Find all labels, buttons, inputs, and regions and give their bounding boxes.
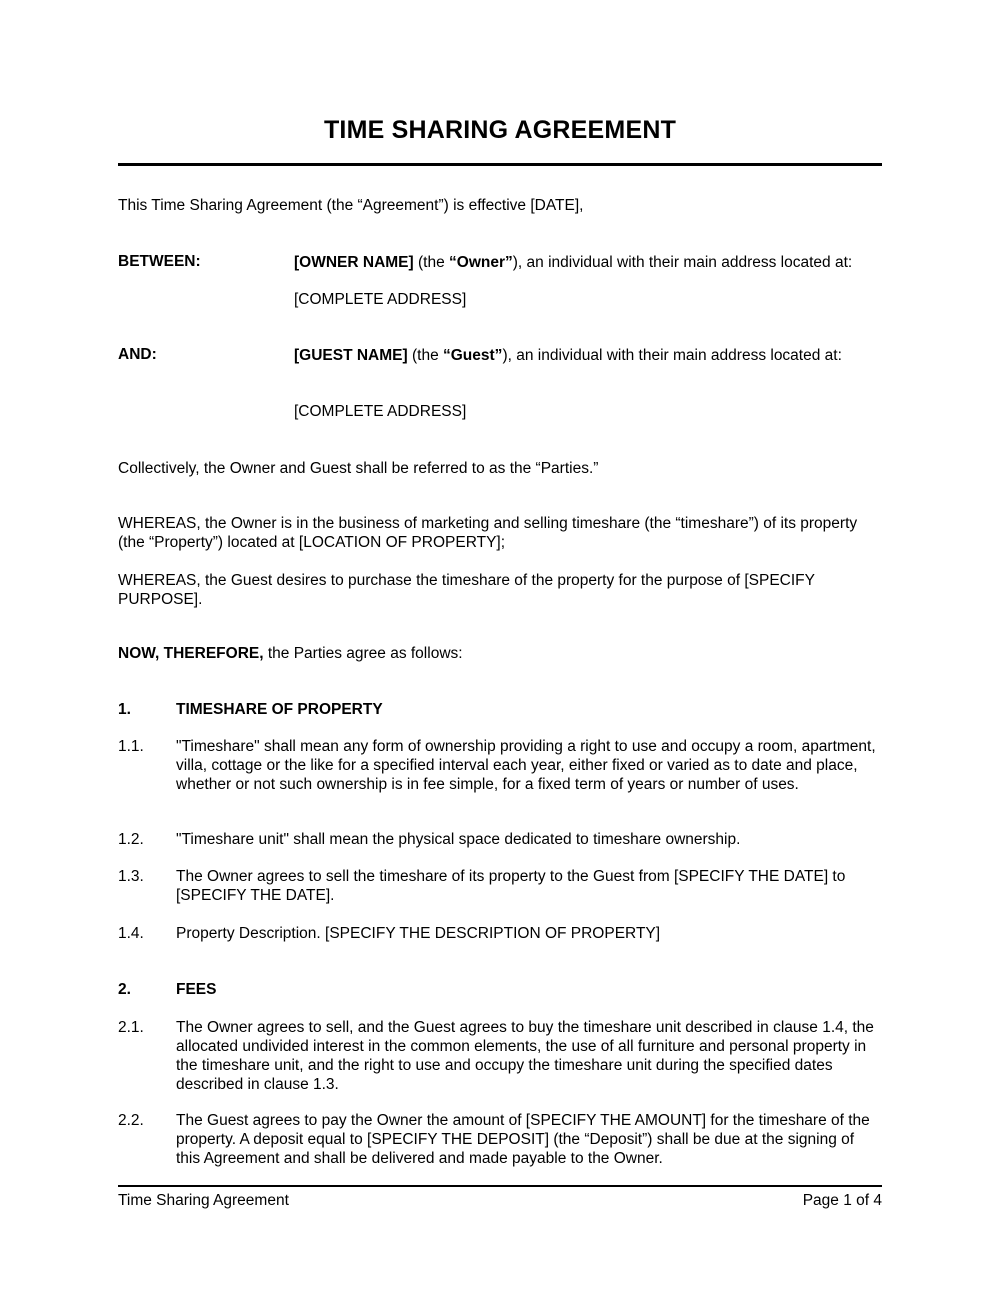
section-heading: TIMESHARE OF PROPERTY <box>176 701 383 718</box>
now-therefore-rest: the Parties agree as follows: <box>263 645 463 662</box>
owner-role: “Owner” <box>449 254 513 271</box>
and-label: AND: <box>118 346 157 363</box>
clause-number: 1.4. <box>118 925 144 942</box>
document-title: TIME SHARING AGREEMENT <box>323 116 677 144</box>
clause-text: "Timeshare unit" shall mean the physical space dedicated to timeshare ownership. <box>176 831 741 848</box>
collectively-paragraph: Collectively, the Owner and Guest shall be referred to as the “Parties.” <box>118 460 599 477</box>
guest-party-line <box>294 346 894 365</box>
owner-address: [COMPLETE ADDRESS] <box>294 291 467 308</box>
clause-text: The Owner agrees to sell, and the Guest agrees to buy the timeshare unit described in clause 1.4, the allocated undivided interest in the common elements, the use of all furniture and personal property in the timeshare unit, and the right to use and occupy the timeshare unit during the specified dates described in clause 1.3. <box>176 1019 874 1093</box>
clause-text: The Owner agrees to sell the timeshare of its property to the Guest from [SPECIFY THE DATE] to [SPECIFY THE DATE]. <box>176 868 846 904</box>
title-divider <box>118 163 882 166</box>
whereas-paragraph-2: WHEREAS, the Guest desires to purchase the timeshare of the property for the purpose of [SPECIFY PURPOSE]. <box>118 572 815 608</box>
clause-number: 2.1. <box>118 1019 144 1036</box>
clause-number: 1.2. <box>118 831 144 848</box>
guest-name: [GUEST NAME] <box>294 347 408 364</box>
now-therefore-bold: NOW, THEREFORE, <box>118 645 264 662</box>
owner-post-role: ), an individual with their main address located at: <box>512 254 853 271</box>
owner-name: [OWNER NAME] <box>294 254 414 271</box>
owner-pre-role: (the <box>413 254 450 271</box>
clause-text: The Guest agrees to pay the Owner the amount of [SPECIFY THE AMOUNT] for the timeshare of the property. A deposit equal to [SPECIFY THE DEPOSIT] (the “Deposit”) shall be due at the signing of this Agreement and shall be delivered and made payable to the Owner. <box>176 1112 870 1167</box>
guest-role: “Guest” <box>443 347 503 364</box>
section-number: 1. <box>118 701 131 718</box>
clause-text: Property Description. [SPECIFY THE DESCRIPTION OF PROPERTY] <box>176 925 661 942</box>
now-therefore-paragraph <box>118 644 882 663</box>
between-label: BETWEEN: <box>118 253 201 270</box>
footer-page-number: Page 1 of 4 <box>802 1192 882 1209</box>
clause-number: 1.3. <box>118 868 144 885</box>
clause-number: 2.2. <box>118 1112 144 1129</box>
guest-address: [COMPLETE ADDRESS] <box>294 403 467 420</box>
section-number: 2. <box>118 981 131 998</box>
section-heading: FEES <box>176 981 217 998</box>
footer-divider <box>118 1185 882 1187</box>
intro-paragraph: This Time Sharing Agreement (the “Agreement”) is effective [DATE], <box>118 197 584 214</box>
clause-number: 1.1. <box>118 738 144 755</box>
clause-text: "Timeshare" shall mean any form of ownership providing a right to use and occupy a room, apartment, villa, cottage or the like for a specified interval each year, either fixed or varied as to date and place, whether or not such ownership is in fee simple, for a fixed term of years or number of uses. <box>176 738 876 793</box>
guest-post-role: ), an individual with their main address located at: <box>502 347 842 364</box>
owner-party-line <box>294 253 894 272</box>
guest-pre-role: (the <box>407 347 443 364</box>
footer-document-title: Time Sharing Agreement <box>118 1192 289 1209</box>
whereas-paragraph-1: WHEREAS, the Owner is in the business of marketing and selling timeshare (the “timeshare”) of its property (the “Property”) located at [LOCATION OF PROPERTY]; <box>118 515 858 551</box>
